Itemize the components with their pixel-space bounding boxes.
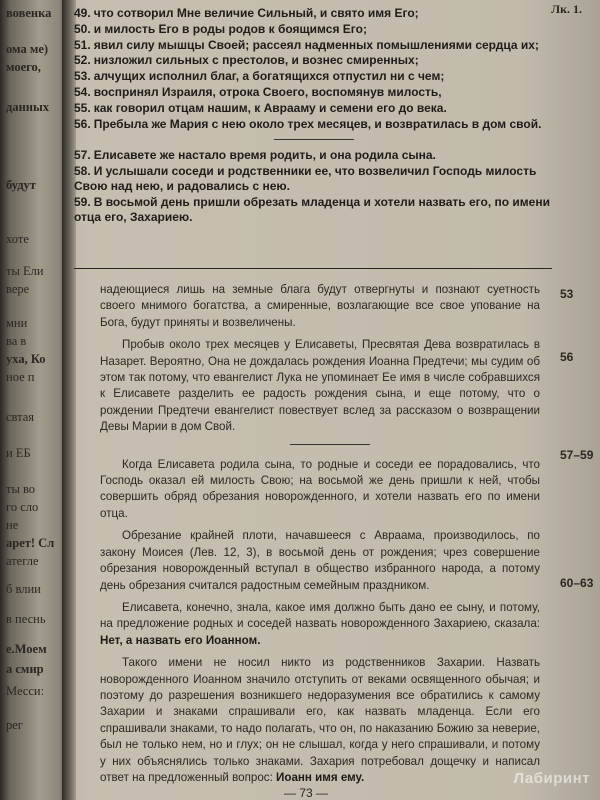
verse-59: 59. В восьмой день пришли обрезать младенца и хотели назвать его, по имени отца его, Захариею.: [74, 194, 550, 224]
commentary-divider: [290, 444, 370, 445]
commentary-paragraph: надеющиеся лишь на земные блага будут отвергнуты и познают суетность своего мнимого богатства, а смиренные, возлагающие все свое упование на Бога, будут приняты и возвеличены.: [100, 283, 540, 329]
left-text-line: ты Ели: [6, 264, 44, 278]
margin-verse-ref: 60–63: [560, 576, 594, 590]
left-text-line: е.Моем: [6, 642, 47, 656]
verse-58: 58. И услышали соседи и родственники ее, что возвеличил Господь милость Свою над нею, и радовались с нею.: [74, 164, 537, 193]
left-text-line: рег: [6, 718, 23, 732]
left-text-line: ома ме): [6, 42, 49, 56]
left-text-line: го сло: [6, 500, 39, 514]
commentary-paragraph: Когда Елисавета родила сына, то родные и соседи ее порадовались, что Господь оказал ей милость Свою; на восьмой же день пришли к ней, чтобы совершить обряд обрезания новорожденного, и хотели назвать его по имени отца.: [100, 457, 540, 520]
left-text-line: ное п: [6, 370, 35, 384]
margin-verse-ref: 57–59: [560, 448, 594, 462]
verse-54: 54. воспринял Израиля, отрока Своего, воспомянув милость,: [74, 84, 442, 99]
left-text-line: будут: [6, 178, 36, 192]
watermark-logo: Лабиринт: [513, 770, 590, 787]
verse-55: 55. как говорил отцам нашим, к Аврааму и семени его до века.: [74, 100, 447, 115]
left-page-fragment: [0, 0, 66, 800]
left-text-line: Месси:: [6, 684, 45, 698]
section-divider: [274, 139, 354, 140]
margin-verse-ref: 53: [560, 287, 574, 301]
verse-51: 51. явил силу мышцы Своей; рассеял надменных помышлениями сердца их;: [74, 37, 539, 52]
book-chapter-marker: Лк. 1.: [551, 2, 582, 16]
left-text-line: уха, Ко: [6, 352, 46, 366]
left-text-line: вере: [6, 282, 30, 296]
left-text-line: вовенка: [6, 6, 52, 20]
left-text-line: б влии: [6, 582, 41, 596]
left-text-line: данных: [6, 100, 49, 114]
left-text-line: и ЕБ: [6, 446, 31, 460]
verse-49: 49. что сотворил Мне величие Сильный, и свято имя Его;: [74, 6, 419, 20]
scripture-verses: [74, 6, 554, 225]
commentary: [100, 282, 540, 792]
left-text-line: мни: [6, 316, 28, 330]
margin-verse-ref: 56: [560, 350, 574, 364]
bold-quote: Нет, а назвать его Иоанном.: [100, 633, 261, 647]
verses-commentary-divider: [74, 268, 552, 269]
left-text-line: хоте: [6, 232, 29, 246]
commentary-paragraph: Елисавета, конечно, знала, какое имя должно быть дано ее сыну, и потому, на предложение родных и соседей назвать новорожденного Захариею, сказала: Нет, а назвать его Иоанном.: [100, 600, 540, 647]
left-text-line: арет! Сл: [6, 536, 55, 550]
right-page: [74, 0, 600, 800]
left-text-line: ва в: [6, 334, 27, 348]
page-number: — 73 —: [284, 786, 329, 800]
verse-52: 52. низложил сильных с престолов, и вознес смиренных;: [74, 53, 419, 68]
verse-56: 56. Пребыла же Мария с нею около трех месяцев, и возвратилась в дом свой.: [74, 116, 542, 131]
left-text-line: ты во: [6, 482, 36, 496]
left-text-line: не: [6, 518, 19, 532]
left-text-line: в песнь: [6, 612, 46, 626]
bold-quote: Иоанн имя ему.: [276, 770, 365, 784]
left-text-line: атегле: [6, 554, 39, 568]
verse-53: 53. алчущих исполнил благ, а богатящихся отпустил ни с чем;: [74, 69, 445, 84]
left-text-line: а смир: [6, 662, 44, 676]
verse-57: 57. Елисавете же настало время родить, и она родила сына.: [74, 148, 436, 163]
left-text-line: свтая: [6, 410, 35, 424]
left-text-line: моего,: [6, 60, 41, 74]
verse-50: 50. и милость Его в роды родов к боящимся Его;: [74, 21, 367, 36]
commentary-paragraph: Пробыв около трех месяцев у Елисаветы, Пресвятая Дева возвратилась в Назарет. Вероятно, Она не дождалась рождения Иоанна Предтечи; мы судим об этом так потому, что евангелист Лука не упоминает Ее имя в числе собравшихся к Елисавете разделить ее радость рождения сына, и еще потому, что о рождении Предтечи евангелист повествует вслед за рассказом о возвращении Девы Марии в дом Свой.: [100, 338, 540, 434]
commentary-paragraph: Обрезание крайней плоти, начавшееся с Авраама, производилось, по закону Моисея (Лев. 12, 3), в восьмой день от рождения; чрез совершение обрезания новорожденный вступал в общество избранного народа, а потому день обрезания считался радостным семейным праздником.: [100, 529, 540, 592]
commentary-paragraph: Такого имени не носил никто из родственников Захарии. Назвать новорожденного Иоанном значило отступить от веками освященного обычая; и поэтому до разрешения возникшего недоразумения все обратились к самому Захарии и знаками спрашивали его, как назвать младенца. Если его спрашивали знаками, то надо полагать, что он, по наказанию Божию за неверие, был не только нем, но и глух; он не слышал, когда у него спрашивали, и потому у них объяснялись только знаками. Захария потребовал дощечку и написал ответ на предложенный вопрос: Иоанн имя ему.: [100, 656, 540, 784]
